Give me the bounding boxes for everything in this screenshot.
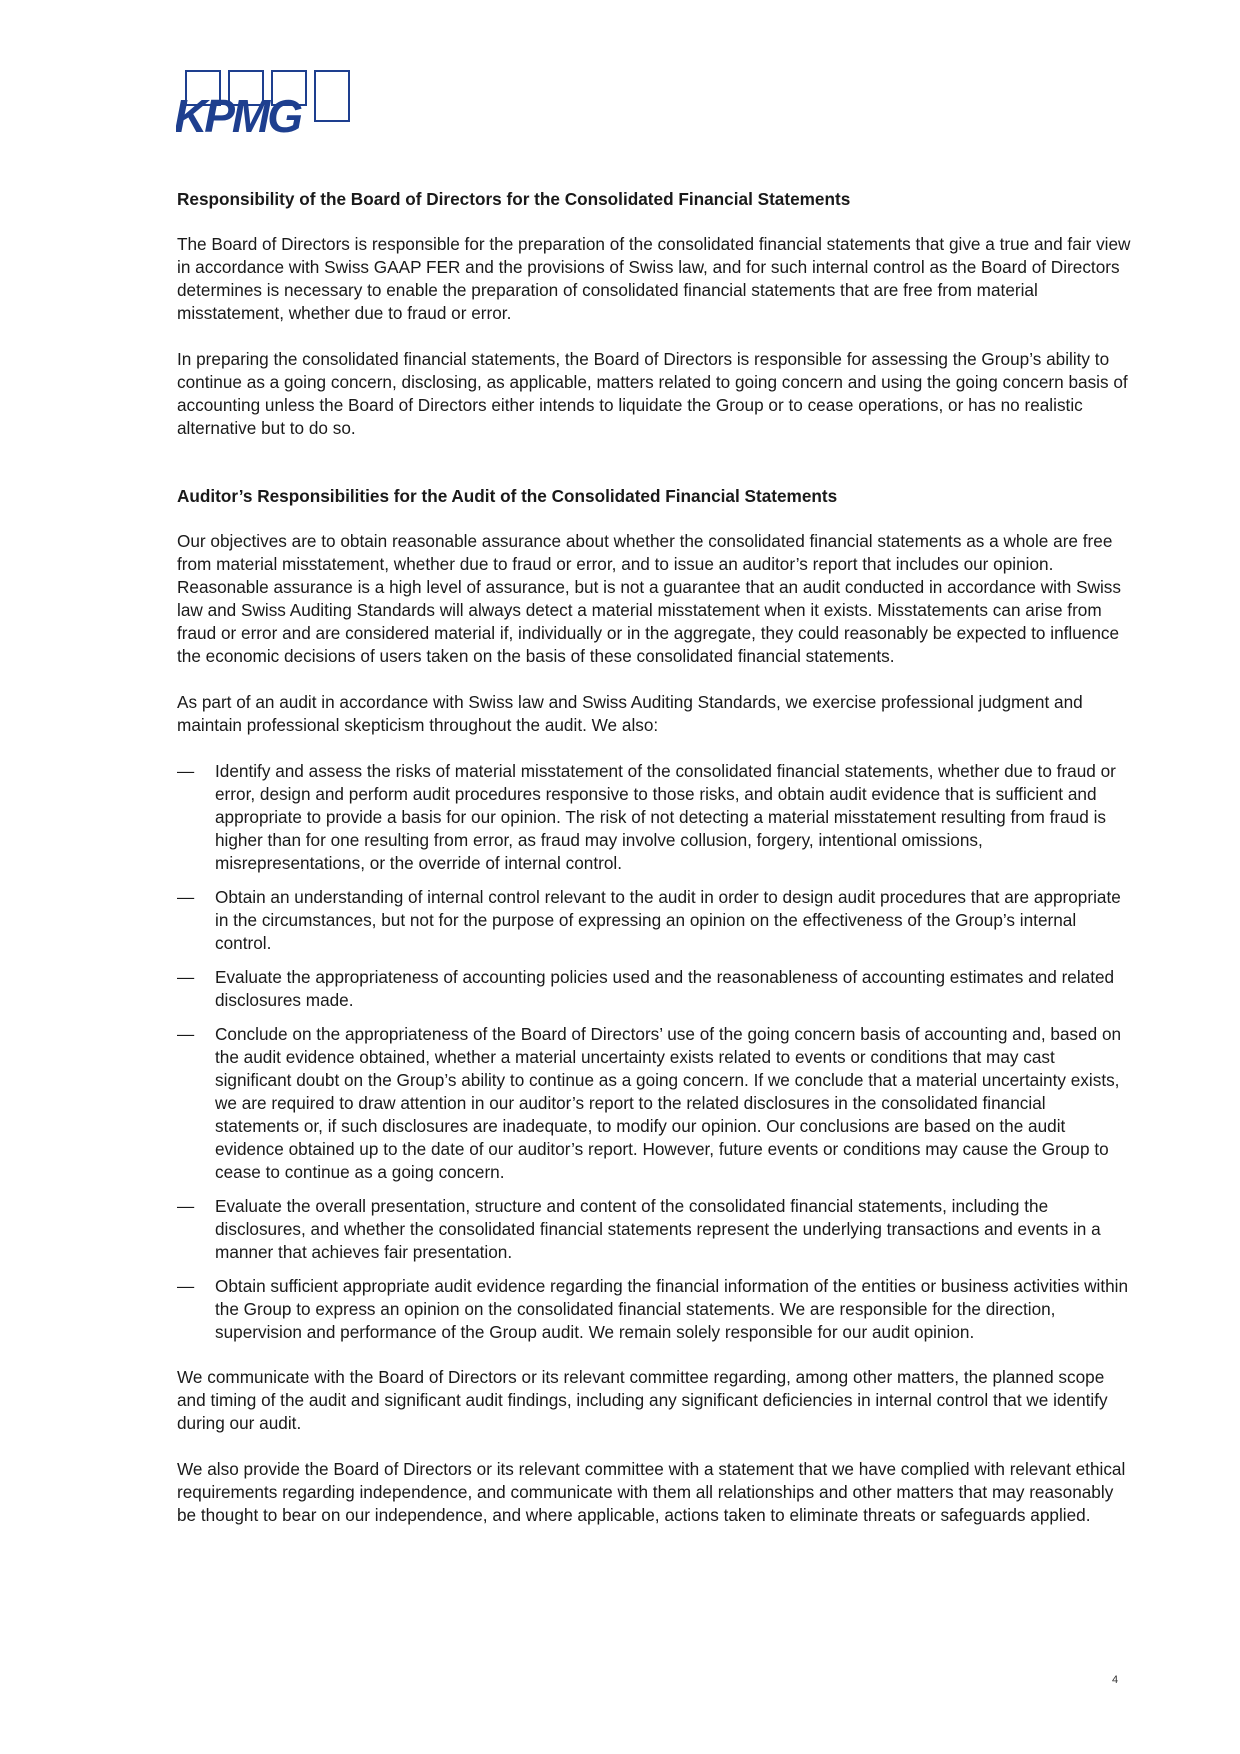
dash-bullet-icon: — bbox=[177, 761, 195, 781]
board-responsibility-section bbox=[177, 188, 1132, 440]
list-item-text: Evaluate the appropriateness of accounting policies used and the reasonableness of accounting estimates and related disclosures made. bbox=[215, 967, 1115, 1010]
list-item bbox=[177, 886, 1132, 955]
list-item bbox=[177, 966, 1132, 1012]
auditor-responsibility-section bbox=[177, 485, 1132, 1527]
list-item bbox=[177, 1023, 1132, 1184]
paragraph: As part of an audit in accordance with Swiss law and Swiss Auditing Standards, we exercise professional judgment and maintain professional skepticism throughout the audit. We also: bbox=[177, 692, 1083, 735]
kpmg-logo bbox=[176, 70, 356, 136]
kpmg-logo-icon bbox=[176, 70, 356, 136]
section-heading: Auditor’s Responsibilities for the Audit of the Consolidated Financial Statements bbox=[177, 486, 838, 506]
list-item-text: Conclude on the appropriateness of the Board of Directors’ use of the going concern basis of accounting and, based on the audit evidence obtained, whether a material uncertainty exists related to events or conditions that may cast significant doubt on the Group’s ability to continue as a going concern. If we conclude that a material uncertainty exists, we are required to draw attention in our auditor’s report to the related disclosures in the consolidated financial statements or, if such disclosures are inadequate, to modify our opinion. Our conclusions are based on the audit evidence obtained up to the date of our auditor’s report. However, future events or conditions may cause the Group to cease to continue as a going concern. bbox=[215, 1024, 1122, 1182]
section-heading: Responsibility of the Board of Directors for the Consolidated Financial Statements bbox=[177, 189, 851, 209]
audit-procedures-list bbox=[177, 760, 1132, 1344]
paragraph: The Board of Directors is responsible for the preparation of the consolidated financial statements that give a true and fair view in accordance with Swiss GAAP FER and the provisions of Swiss law, and for such internal control as the Board of Directors determines is necessary to enable the preparation of consolidated financial statements that are free from material misstatement, whether due to fraud or error. bbox=[177, 234, 1131, 323]
list-item-text: Identify and assess the risks of material misstatement of the consolidated financial statements, whether due to fraud or error, design and perform audit procedures responsive to those risks, and obtain audit evidence that is sufficient and appropriate to provide a basis for our opinion. The risk of not detecting a material misstatement resulting from fraud is higher than for one resulting from error, as fraud may involve collusion, forgery, intentional omissions, misrepresentations, or the override of internal control. bbox=[215, 761, 1116, 873]
list-item bbox=[177, 1275, 1132, 1344]
paragraph: In preparing the consolidated financial statements, the Board of Directors is responsible for assessing the Group’s ability to continue as a going concern, disclosing, as applicable, matters related to going concern and using the going concern basis of accounting unless the Board of Directors either intends to liquidate the Group or to cease operations, or has no realistic alternative but to do so. bbox=[177, 349, 1128, 438]
page-number: 4 bbox=[1112, 1674, 1119, 1686]
paragraph: We communicate with the Board of Directors or its relevant committee regarding, among other matters, the planned scope and timing of the audit and significant audit findings, including any significant deficiencies in internal control that we identify during our audit. bbox=[177, 1367, 1108, 1433]
kpmg-logo-text: KPMG bbox=[176, 90, 300, 136]
dash-bullet-icon: — bbox=[177, 1196, 195, 1216]
list-item-text: Obtain an understanding of internal control relevant to the audit in order to design audit procedures that are appropriate in the circumstances, but not for the purpose of expressing an opinion on the effectiveness of the Group’s internal control. bbox=[215, 887, 1121, 953]
document-body bbox=[177, 188, 1132, 1550]
dash-bullet-icon: — bbox=[177, 887, 195, 907]
dash-bullet-icon: — bbox=[177, 967, 195, 987]
dash-bullet-icon: — bbox=[177, 1276, 195, 1296]
paragraph: Our objectives are to obtain reasonable assurance about whether the consolidated financial statements as a whole are free from material misstatement, whether due to fraud or error, and to issue an auditor’s report that includes our opinion. Reasonable assurance is a high level of assurance, but is not a guarantee that an audit conducted in accordance with Swiss law and Swiss Auditing Standards will always detect a material misstatement when it exists. Misstatements can arise from fraud or error and are considered material if, individually or in the aggregate, they could reasonably be expected to influence the economic decisions of users taken on the basis of these consolidated financial statements. bbox=[177, 531, 1121, 666]
list-item bbox=[177, 760, 1132, 875]
list-item-text: Obtain sufficient appropriate audit evidence regarding the financial information of the entities or business activities within the Group to express an opinion on the consolidated financial statements. We are responsible for the direction, supervision and performance of the Group audit. We remain solely responsible for our audit opinion. bbox=[215, 1276, 1129, 1342]
paragraph: We also provide the Board of Directors or its relevant committee with a statement that we have complied with relevant ethical requirements regarding independence, and communicate with them all relationships and other matters that may reasonably be thought to bear on our independence, and where applicable, actions taken to eliminate threats or safeguards applied. bbox=[177, 1459, 1126, 1525]
list-item-text: Evaluate the overall presentation, structure and content of the consolidated financial statements, including the disclosures, and whether the consolidated financial statements represent the underlying transactions and events in a manner that achieves fair presentation. bbox=[215, 1196, 1101, 1262]
dash-bullet-icon: — bbox=[177, 1024, 195, 1044]
list-item bbox=[177, 1195, 1132, 1264]
